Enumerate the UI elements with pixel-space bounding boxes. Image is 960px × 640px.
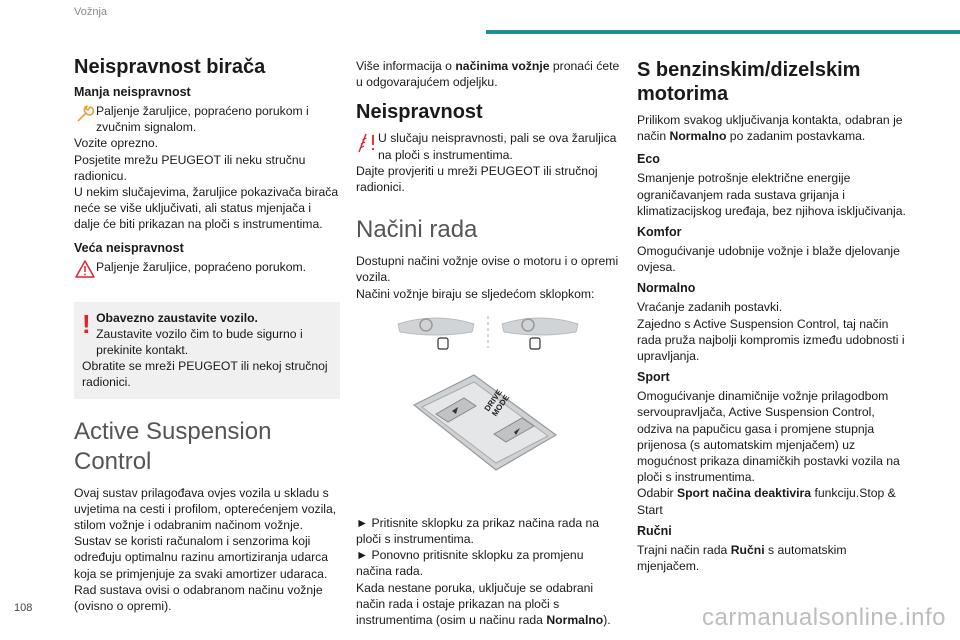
asc-text-2: Sustav se koristi računalom i senzorima koji određuju optimalnu razinu amortiziranja udarca koja se primjenjuje za svaki amortizer udaraca. [74, 534, 329, 581]
major-fault-icon-text: Paljenje žaruljice, popraćeno porukom. [96, 259, 307, 274]
warning-text: Zaustavite vozilo čim to bude sigurno i prekinite kontakt. [96, 326, 303, 358]
sport-text: Omogućivanje dinamičnije vožnje prilagodbom servoupravljača, Active Suspension Control, odziva na papučicu gasa i promjene stupnja prijenosa (s automatskim mjenjačem) uz mogućnost prikaza dinamičkih postavki vozila na ploči s instrumentima. [637, 389, 900, 485]
modes-title: Načini rada [356, 216, 478, 244]
engine-modes-title: S benzinskim/dizelskim motorima [637, 59, 861, 105]
warning-text-2: Obratite se mreži PEUGEOT ili nekoj stručnoj radionici. [82, 359, 328, 390]
selector-fault-title: Neispravnost birača [74, 56, 266, 78]
normal-heading: Normalno [637, 281, 696, 296]
fault-row [356, 130, 620, 162]
drive-mode-illustration [356, 310, 620, 515]
suspension-warning-icon [356, 130, 376, 161]
rucni-text: Trajni način rada Ručni s automatskim mjenjačem. [637, 542, 847, 574]
asc-text-3: Rad sustava ovisi o odabranom načinu vožnje (ovisno o opremi). [74, 582, 323, 614]
page-number: 108 [14, 602, 33, 614]
rucni-heading: Ručni [637, 523, 672, 538]
minor-line-2: Posjetite mrežu PEUGEOT ili neku stručnu radionicu. [74, 152, 306, 183]
minor-line-3: U nekim slučajevima, žaruljice pokazivača birača neće se više uključivati, ali status mjenjača i dalje će biti prikazan na ploči s instrumentima. [74, 185, 339, 232]
asc-title: Active Suspension Control [74, 417, 272, 475]
minor-line-1: Vozite oprezno. [74, 136, 159, 151]
column-1 [74, 55, 340, 614]
minor-fault-icon-text: Paljenje žaruljice, popraćeno porukom i zvučnim signalom. [96, 104, 309, 135]
drive-mode-label: DRIVE MODE [482, 387, 512, 418]
watermark: carmanualsonline.info [702, 604, 946, 631]
engine-modes-intro: Prilikom svakog uključivanja kontakta, odabran je način Normalno po zadanim postavkama. [637, 113, 903, 144]
modes-reference: Više informacija o načinima vožnje pronaći ćete u odgovarajućem odjeljku. [356, 59, 620, 90]
major-fault-heading: Veća neispravnost [74, 240, 184, 255]
warning-bold: Obavezno zaustavite vozilo. [96, 310, 258, 325]
stop-warning-box [74, 302, 340, 399]
eco-heading: Eco [637, 152, 660, 167]
exclamation-icon: ! [82, 308, 91, 339]
modes-text-1: Dostupni načini vožnje ovise o motoru i o opremi vozila. [356, 254, 619, 285]
komfor-heading: Komfor [637, 225, 682, 240]
accent-bar [486, 30, 960, 34]
drive-mode-switch [414, 375, 556, 470]
warning-triangle-icon [74, 259, 94, 284]
step-2: ► Ponovno pritisnite sklopku za promjenu načina rada. [356, 548, 584, 579]
section-header: Vožnja [74, 6, 108, 18]
column-3 [637, 58, 907, 574]
cluster-right-icon [502, 318, 578, 349]
normal-text-1: Vraćanje zadanih postavki. [637, 300, 783, 315]
fault-text: Dajte provjeriti u mreži PEUGEOT ili stručnoj radionici. [356, 163, 598, 195]
fault-icon-text: U slučaju neispravnosti, pali se ova žaruljica na ploči s instrumentima. [378, 131, 617, 162]
modes-text-2: Načini vožnje biraju se sljedećom sklopkom: [356, 286, 595, 301]
asc-text-1: Ovaj sustav prilagođava ovjes vozila u skladu s uvjetima na cesti i profilom, opterećenjem vozila, stilom vožnje i odabranim načinom vožnje. [74, 485, 337, 533]
wrench-icon [74, 103, 94, 130]
sport-heading: Sport [637, 370, 670, 385]
step-1: ► Pritisnite sklopku za prikaz načina rada na ploči s instrumentima. [356, 515, 600, 547]
komfor-text: Omogućivanje udobnije vožnje i blaže djelovanje ovjesa. [637, 244, 900, 275]
eco-text: Smanjenje potrošnje električne energije ograničavanjem rada sustava grijanja i klimatizacijskog uređaja, bez njihova isključivanja. [637, 171, 906, 218]
normal-text-2: Zajedno s Active Suspension Control, taj način rada pruža najbolji kompromis između udobnosti i upravljanja. [637, 316, 905, 364]
minor-fault-heading: Manja neispravnost [74, 85, 191, 99]
sport-text-2: Odabir Sport načina deaktivira funkciju.Stop & Start [637, 486, 896, 517]
cluster-left-icon [398, 318, 474, 349]
mode-persist-text: Kada nestane poruka, uključuje se odabrani način rada i ostaje prikazan na ploči s instrumentima (osim u načinu rada Normalno). [356, 580, 611, 628]
minor-fault-row [74, 103, 340, 135]
fault-title: Neispravnost [356, 101, 483, 124]
major-fault-row [74, 259, 340, 284]
column-2 [356, 58, 620, 628]
